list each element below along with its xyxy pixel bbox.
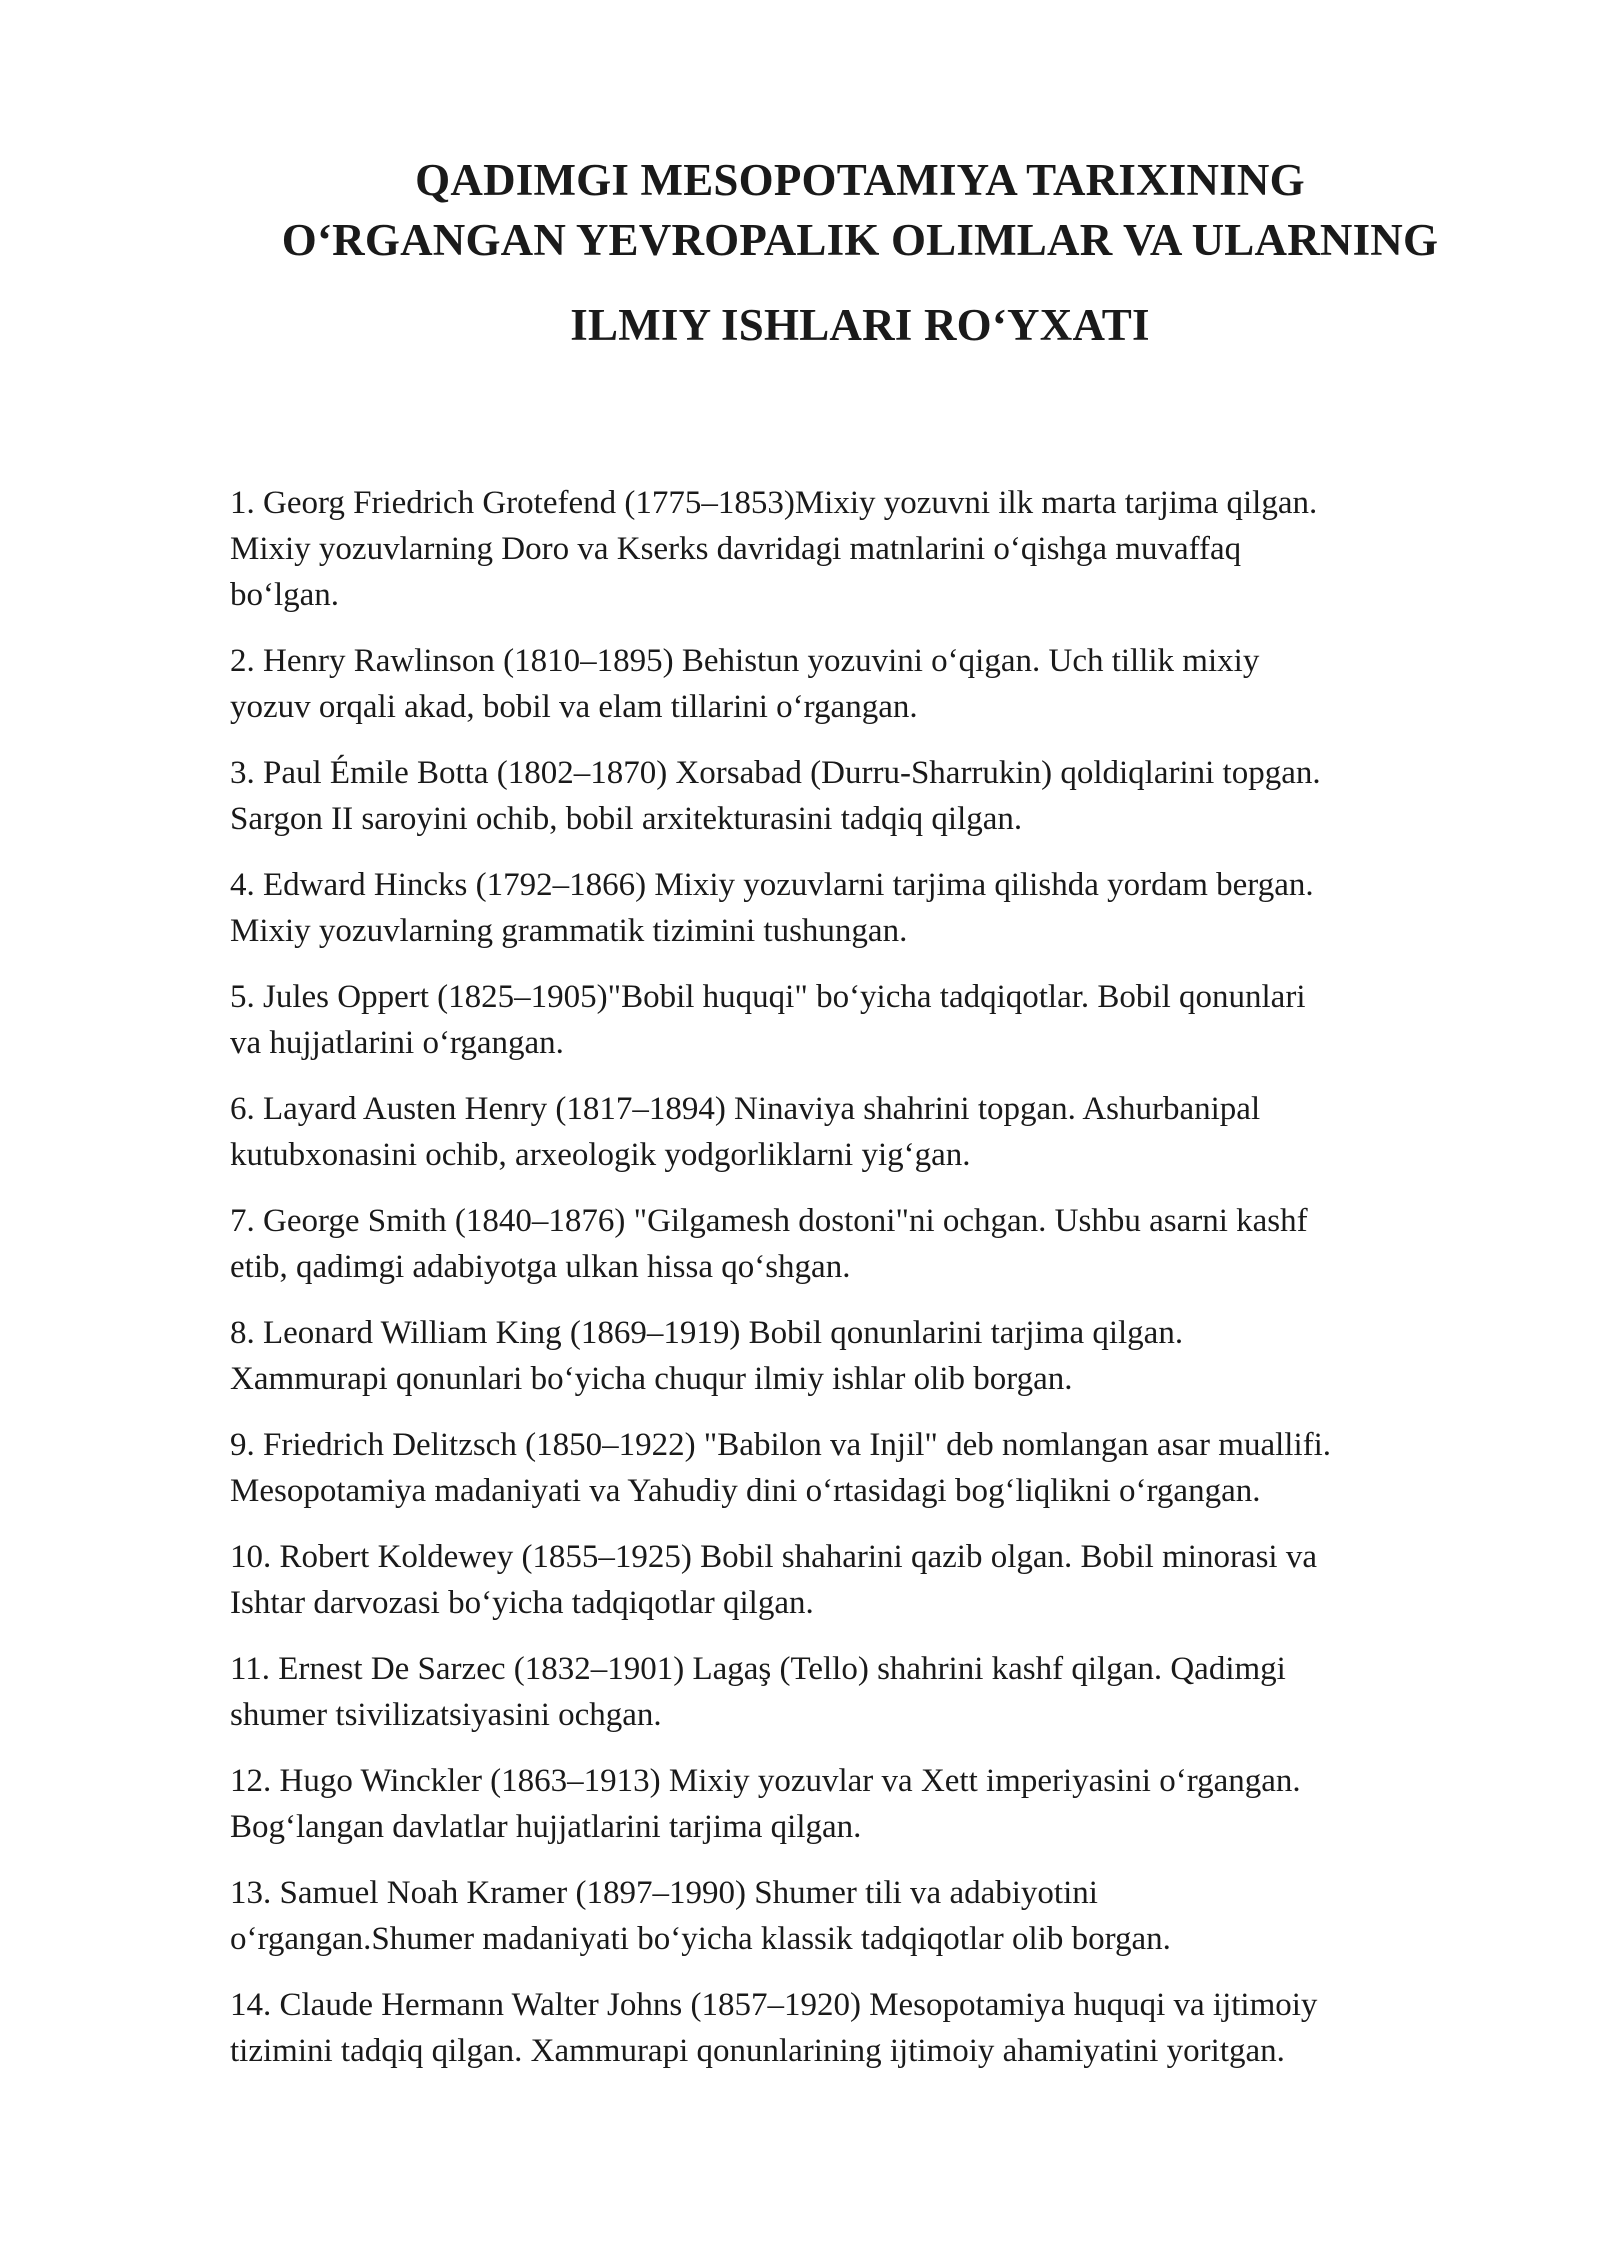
list-item-winckler: 12. Hugo Winckler (1863–1913) Mixiy yozuvlar va Xett imperiyasini o‘rgangan. Bog‘langan davlatlar hujjatlarini tarjima qilgan. <box>230 1763 1301 1845</box>
document-title-line-2: O‘RGANGAN YEVROPALIK OLIMLAR VA ULARNING <box>281 215 1439 265</box>
list-item-king: 8. Leonard William King (1869–1919) Bobil qonunlarini tarjima qilgan. Xammurapi qonunlari bo‘yicha chuqur ilmiy ishlar olib borgan. <box>230 1315 1184 1397</box>
list-item-delitzsch: 9. Friedrich Delitzsch (1850–1922) "Babilon va Injil" deb nomlangan asar muallifi. Mesopotamiya madaniyati va Yahudiy dini o‘rtasidagi bog‘liqlikni o‘rgangan. <box>230 1427 1332 1509</box>
list-item-grotefend: 1. Georg Friedrich Grotefend (1775–1853)Mixiy yozuvni ilk marta tarjima qilgan. Mixiy yozuvlarning Doro va Kserks davridagi matnlarini o‘qishga muvaffaq bo‘lgan. <box>230 485 1318 613</box>
list-item-botta: 3. Paul Émile Botta (1802–1870) Xorsabad (Durru-Sharrukin) qoldiqlarini topgan. Sargon II saroyini ochib, bobil arxitekturasini tadqiq qilgan. <box>230 755 1321 837</box>
list-item-johns: 14. Claude Hermann Walter Johns (1857–1920) Mesopotamiya huquqi va ijtimoiy tizimini tadqiq qilgan. Xammurapi qonunlarining ijtimoiy ahamiyatini yoritgan. <box>230 1987 1318 2069</box>
list-item-smith: 7. George Smith (1840–1876) "Gilgamesh dostoni"ni ochgan. Ushbu asarni kashf etib, qadimgi adabiyotga ulkan hissa qo‘shgan. <box>230 1203 1308 1285</box>
list-item-hincks: 4. Edward Hincks (1792–1866) Mixiy yozuvlarni tarjima qilishda yordam bergan. Mixiy yozuvlarning grammatik tizimini tushungan. <box>230 867 1314 949</box>
list-item-kramer: 13. Samuel Noah Kramer (1897–1990) Shumer tili va adabiyotini o‘rgangan.Shumer madaniyati bo‘yicha klassik tadqiqotlar olib borgan. <box>230 1875 1171 1957</box>
document-title-line-1: QADIMGI MESOPOTAMIYA TARIXINING <box>415 155 1305 205</box>
list-item-oppert: 5. Jules Oppert (1825–1905)"Bobil huquqi" bo‘yicha tadqiqotlar. Bobil qonunlari va hujjatlarini o‘rgangan. <box>230 979 1306 1061</box>
list-item-koldewey: 10. Robert Koldewey (1855–1925) Bobil shaharini qazib olgan. Bobil minorasi va Ishtar darvozasi bo‘yicha tadqiqotlar qilgan. <box>230 1539 1317 1621</box>
scholar-list <box>230 480 1530 2094</box>
document-title-line-3: ILMIY ISHLARI RO‘YXATI <box>570 300 1150 350</box>
list-item-rawlinson: 2. Henry Rawlinson (1810–1895) Behistun yozuvini o‘qigan. Uch tillik mixiy yozuv orqali akad, bobil va elam tillarini o‘rgangan. <box>230 643 1260 725</box>
list-item-layard: 6. Layard Austen Henry (1817–1894) Ninaviya shahrini topgan. Ashurbanipal kutubxonasini ochib, arxeologik yodgorliklarni yig‘gan. <box>230 1091 1261 1173</box>
list-item-de-sarzec: 11. Ernest De Sarzec (1832–1901) Lagaş (Tello) shahrini kashf qilgan. Qadimgi shumer tsivilizatsiyasini ochgan. <box>230 1651 1286 1733</box>
